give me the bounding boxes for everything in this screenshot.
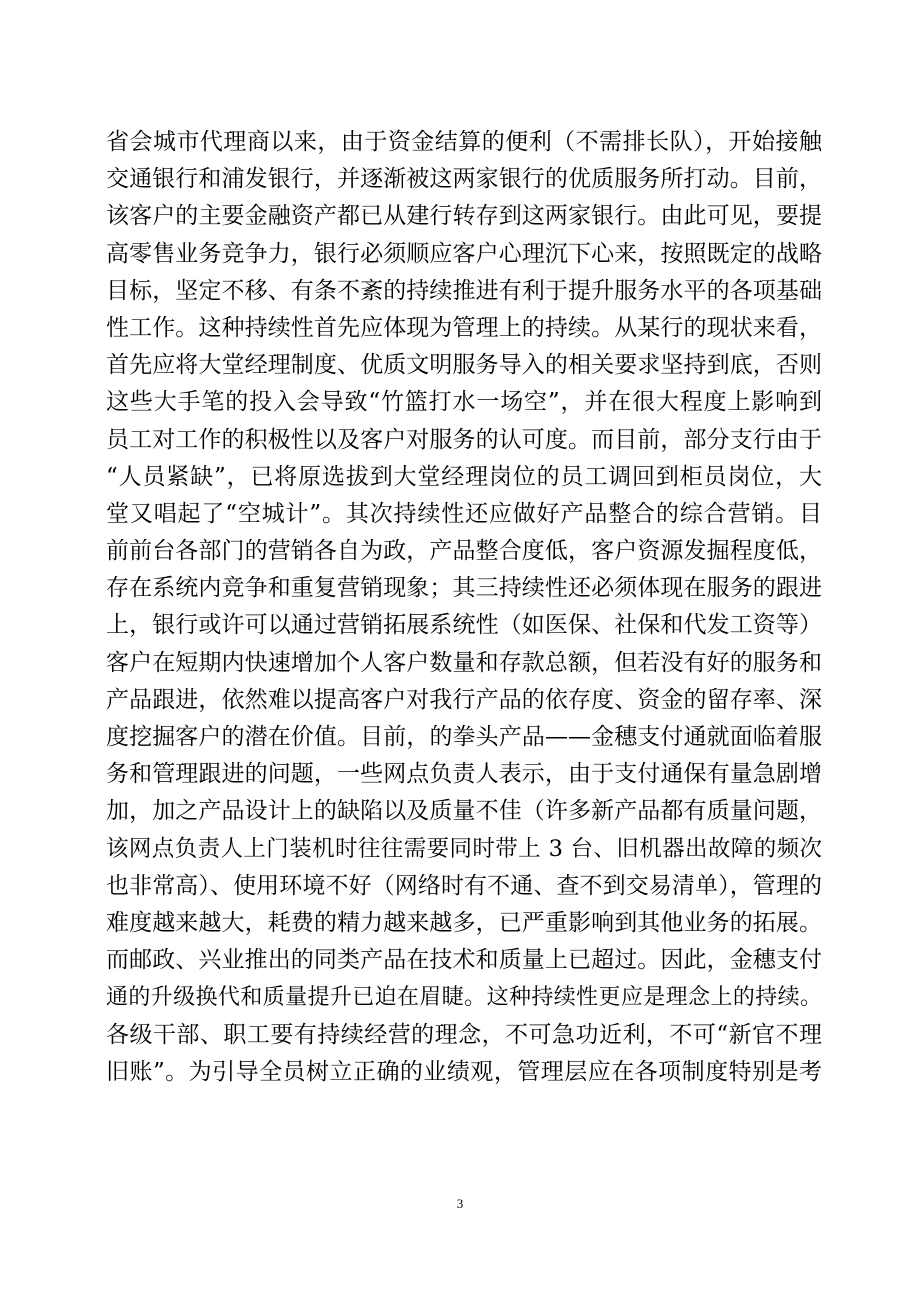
text-line: 难度越来越大，耗费的精力越来越多，已严重影响到其他业务的拓展。 [106,909,822,936]
page-number: 3 [456,1196,464,1211]
text-line: 省会城市代理商以来，由于资金结算的便利（不需排长队），开始接触 [106,129,822,155]
text-line: 存在系统内竞争和重复营销现象；其三持续性还必须体现在服务的跟进 [106,575,822,602]
text-line: 交通银行和浦发银行，并逐渐被这两家银行的优质服务所打动。目前， [106,166,822,193]
text-line: 该网点负责人上门装机时往往需要同时带上 3 台、旧机器出故障的频次 [106,835,822,862]
text-line: 务和管理跟进的问题，一些网点负责人表示，由于支付通保有量急剧增 [106,761,822,788]
text-line: 产品跟进，依然难以提高客户对我行产品的依存度、资金的留存率、深 [106,686,822,713]
body-text [106,124,822,1091]
text-line: 加，加之产品设计上的缺陷以及质量不佳（许多新产品都有质量问题， [106,798,822,825]
text-line: 目标，坚定不移、有条不紊的持续推进有利于提升服务水平的各项基础 [106,277,822,304]
text-line: 度挖掘客户的潜在价值。目前，的拳头产品——金穗支付通就面临着服 [106,724,822,750]
text-line: 各级干部、职工要有持续经营的理念，不可急功近利，不可“新官不理 [106,1021,822,1048]
text-line: 这些大手笔的投入会导致“竹篮打水一场空”，并在很大程度上影响到 [106,389,822,416]
text-line: 前前台各部门的营销各自为政，产品整合度低，客户资源发掘程度低， [106,538,822,565]
text-line: “人员紧缺”，已将原选拔到大堂经理岗位的员工调回到柜员岗位，大 [106,463,822,490]
text-line: 首先应将大堂经理制度、优质文明服务导入的相关要求坚持到底，否则 [106,352,822,379]
text-line: 也非常高）、使用环境不好（网络时有不通、查不到交易清单），管理的 [106,872,822,899]
text-line: 旧账”。为引导全员树立正确的业绩观，管理层应在各项制度特别是考 [106,1058,822,1085]
text-line: 性工作。这种持续性首先应体现为管理上的持续。从某行的现状来看， [106,314,822,341]
text-line: 通的升级换代和质量提升已迫在眉睫。这种持续性更应是理念上的持续。 [106,985,822,1011]
text-line: 该客户的主要金融资产都已从建行转存到这两家银行。由此可见，要提 [106,203,822,230]
text-line: 堂又唱起了“空城计”。其次持续性还应做好产品整合的综合营销。目 [106,500,822,527]
text-line: 而邮政、兴业推出的同类产品在技术和质量上已超过。因此，金穗支付 [106,947,822,974]
text-line: 客户在短期内快速增加个人客户数量和存款总额，但若没有好的服务和 [106,649,822,676]
text-line: 高零售业务竞争力，银行必须顺应客户心理沉下心来，按照既定的战略 [106,240,822,267]
text-line: 员工对工作的积极性以及客户对服务的认可度。而目前，部分支行由于 [106,426,822,453]
text-line: 上，银行或许可以通过营销拓展系统性（如医保、社保和代发工资等） [106,612,822,639]
